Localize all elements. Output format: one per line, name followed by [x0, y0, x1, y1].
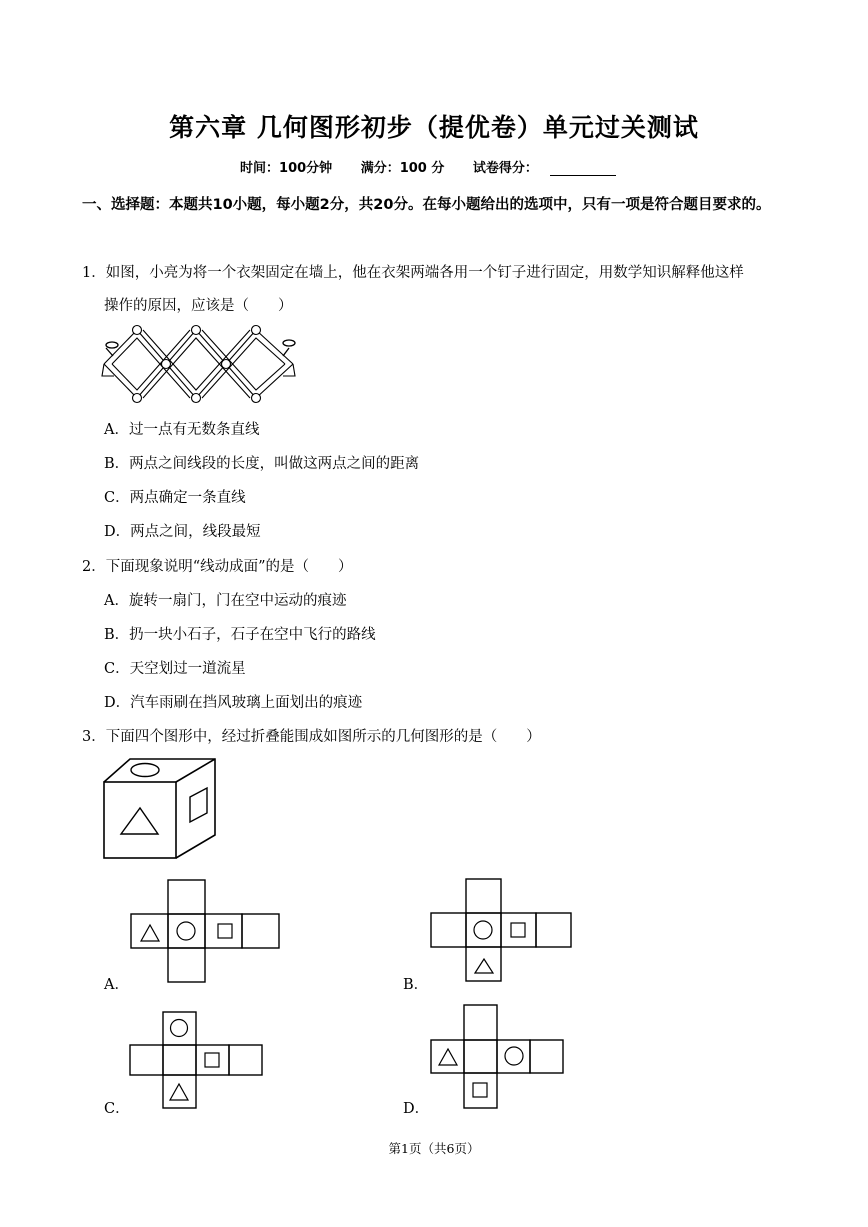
- q1-option-d: D．两点之间，线段最短: [104, 524, 261, 540]
- q1-option-c: C．两点确定一条直线: [104, 490, 246, 506]
- section-heading: 一、选择题：本题共10小题，每小题2分，共20分。在每小题给出的选项中，只有一项是符合题目要求的。: [82, 197, 771, 213]
- square-icon: [205, 1053, 219, 1067]
- q1-option-a: A．过一点有无数条直线: [104, 422, 260, 438]
- q1-line2: 操作的原因，应该是（ ）: [104, 298, 293, 314]
- triangle-icon: [439, 1049, 457, 1065]
- circle-icon: [177, 922, 195, 940]
- exam-full-score: 满分：100 分: [360, 161, 445, 176]
- circle-icon: [131, 764, 159, 777]
- cube-figure: [104, 759, 215, 858]
- q1-option-b: B．两点之间线段的长度，叫做这两点之间的距离: [104, 456, 420, 472]
- circle-icon: [505, 1047, 523, 1065]
- circle-icon: [171, 1020, 188, 1037]
- page-footer: 第1页（共6页）: [388, 1141, 480, 1156]
- q1-line1: 1．如图，小亮为将一个衣架固定在墙上，他在衣架两端各用一个钉子进行固定，用数学知识解释他这样: [82, 265, 744, 281]
- net-c: [130, 1012, 262, 1108]
- square-icon: [511, 923, 525, 937]
- exam-time: 时间：100分钟: [240, 161, 333, 176]
- triangle-icon: [121, 808, 158, 834]
- square-icon: [473, 1083, 487, 1097]
- q3-label-c: C．: [104, 1101, 130, 1117]
- square-icon: [218, 924, 232, 938]
- page-title: 第六章 几何图形初步（提优卷）单元过关测试: [169, 113, 699, 142]
- q3-label-b: B．: [403, 977, 429, 993]
- q2-option-c: C．天空划过一道流星: [104, 661, 246, 677]
- q2-option-a: A．旋转一扇门，门在空中运动的痕迹: [104, 593, 347, 609]
- net-d: [431, 1005, 563, 1108]
- net-b: [431, 879, 571, 981]
- triangle-icon: [170, 1084, 188, 1100]
- q2-option-b: B．扔一块小石子，石子在空中飞行的路线: [104, 627, 376, 643]
- triangle-icon: [141, 925, 159, 941]
- q2-option-d: D．汽车雨刷在挡风玻璃上面划出的痕迹: [104, 695, 363, 711]
- q3-label-a: A．: [104, 977, 129, 993]
- q2-line1: 2．下面现象说明“线动成面”的是（ ）: [82, 559, 353, 575]
- q3-label-d: D．: [403, 1101, 430, 1117]
- net-a: [131, 880, 279, 982]
- exam-score-label: 试卷得分：: [472, 161, 538, 176]
- square-icon: [190, 788, 207, 822]
- triangle-icon: [475, 959, 493, 973]
- q3-line1: 3．下面四个图形中，经过折叠能围成如图所示的几何图形的是（ ）: [82, 729, 541, 745]
- circle-icon: [474, 921, 492, 939]
